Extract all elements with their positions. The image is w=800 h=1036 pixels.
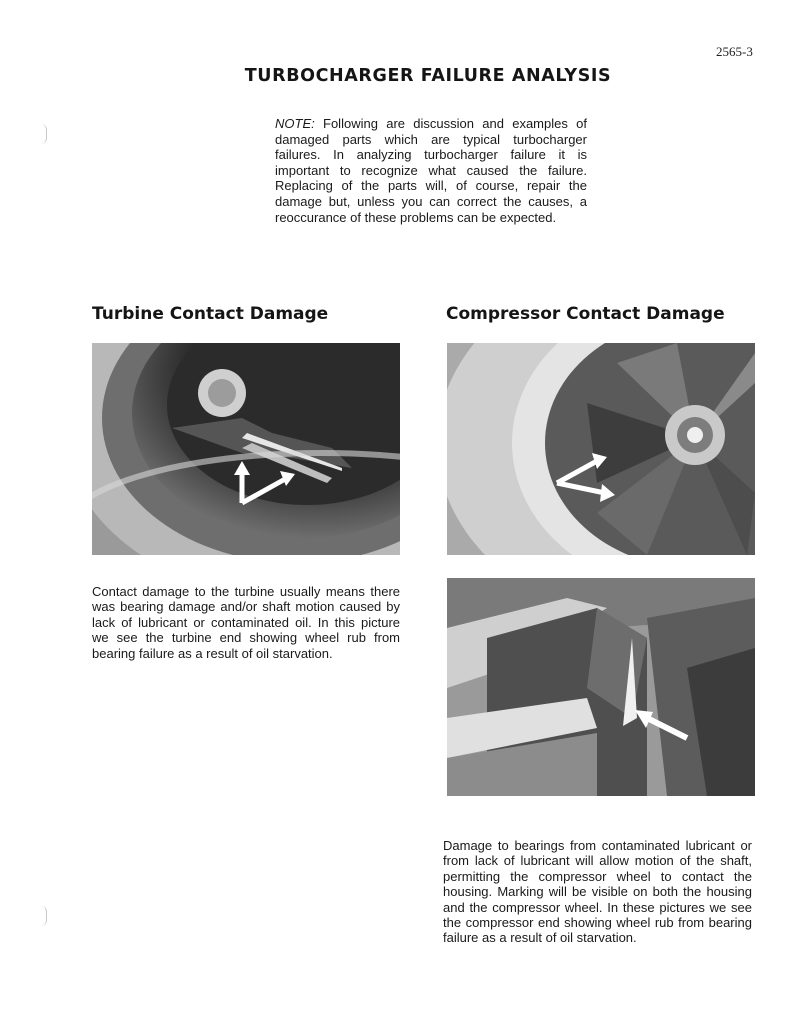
compressor-section-heading: Compressor Contact Damage — [446, 304, 725, 324]
compressor-caption: Damage to bearings from contaminated lubricant or from lack of lubricant will allow motion of the shaft, permitting the compressor wheel to contact the housing. Marking will be visible on both the housing and the compressor wheel. In these pictures we see the compressor end showing wheel rub from bearing failure as a result of oil starvation. — [443, 838, 752, 946]
left-margin-mark-top — [40, 124, 47, 144]
turbine-section-heading: Turbine Contact Damage — [92, 304, 329, 324]
note-paragraph — [275, 116, 587, 225]
note-label: NOTE: — [275, 116, 315, 131]
left-margin-mark-bottom — [40, 906, 47, 926]
note-text: Following are discussion and examples of damaged parts which are typical turbocharger failures. In analyzing turbocharger failure it is important to recognize what caused the failure. Replacing of the parts will, of course, repair the damage but, unless you can correct the causes, a reoccurance of these problems can be expected. — [275, 116, 587, 225]
turbine-photo — [92, 343, 400, 555]
page-title: TURBOCHARGER FAILURE ANALYSIS — [244, 66, 612, 86]
compressor-photo-blade-closeup — [447, 578, 755, 796]
compressor-photo-wheel — [447, 343, 755, 555]
turbine-caption: Contact damage to the turbine usually means there was bearing damage and/or shaft motion caused by lack of lubricant or contaminated oil. In this picture we see the turbine end showing wheel rub from bearing failure as a result of oil starvation. — [92, 584, 400, 661]
page-number: 2565-3 — [716, 44, 753, 59]
